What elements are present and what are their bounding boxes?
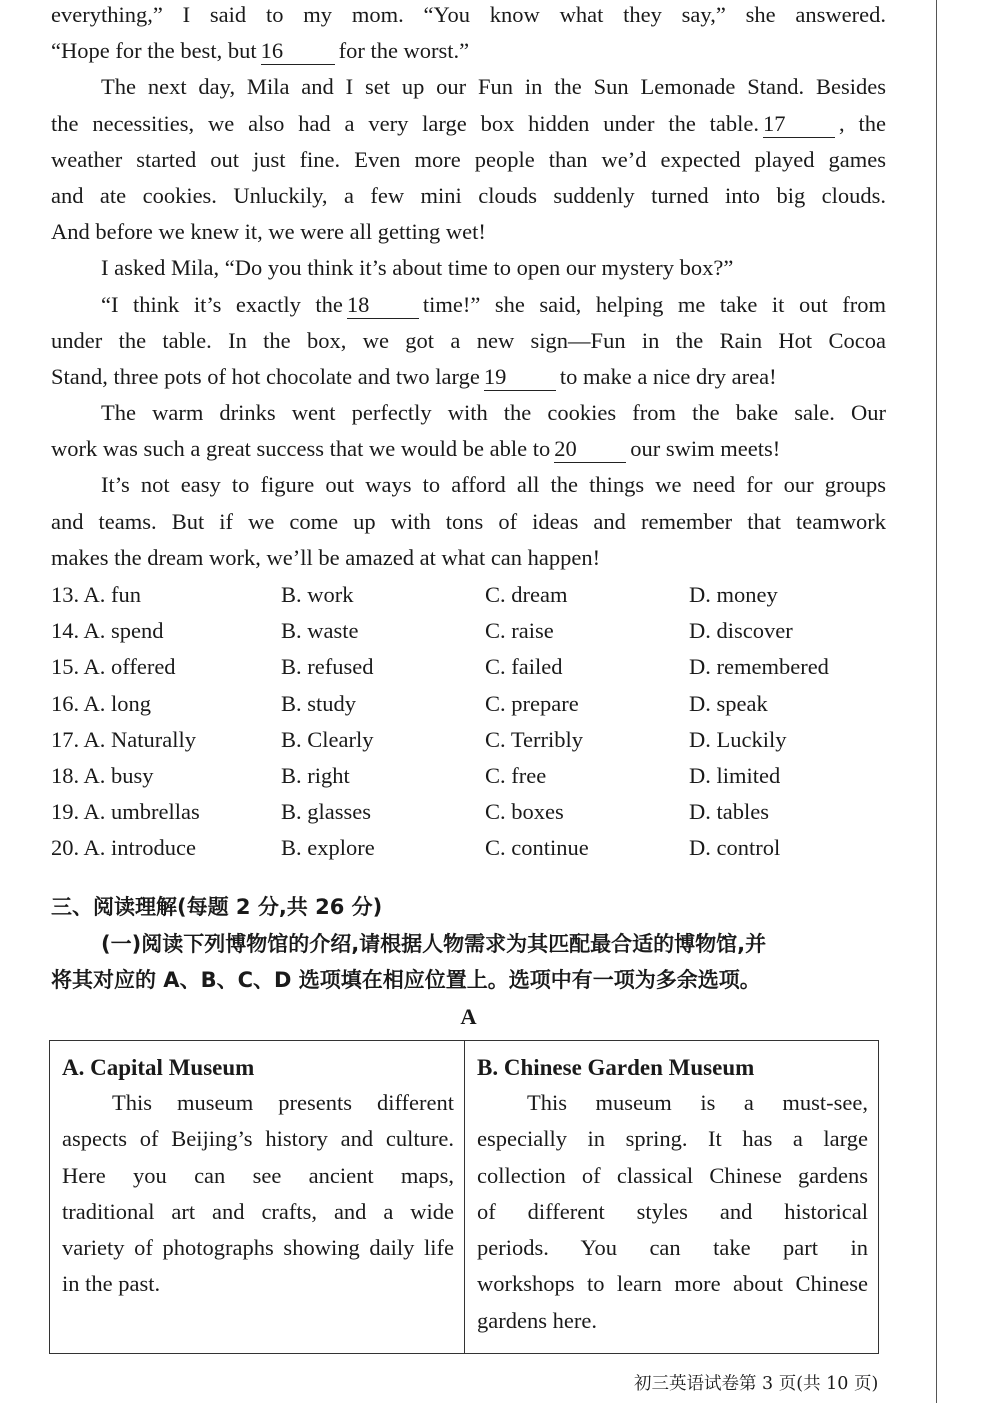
option-choice: D. remembered bbox=[689, 654, 829, 680]
passage-text: The next day, Mila and I set up our Fun in the Sun Lemonade Stand. Besides bbox=[101, 74, 886, 100]
option-choice: D. Luckily bbox=[689, 726, 787, 752]
answer-blank[interactable]: 16 bbox=[261, 38, 335, 65]
passage-text: Stand, three pots of hot chocolate and two large bbox=[51, 363, 480, 389]
option-row bbox=[51, 613, 886, 649]
passage-text: time!” she said, helping me take it out from bbox=[422, 291, 886, 317]
option-row bbox=[51, 649, 886, 685]
option-choice: 20. A. introduce bbox=[51, 835, 196, 861]
passage-line bbox=[51, 142, 886, 178]
option-choice: D. limited bbox=[689, 762, 781, 788]
museum-table bbox=[49, 1040, 879, 1354]
page-footer: 初三英语试卷第 3 页(共 10 页) bbox=[634, 1374, 879, 1394]
museum-description bbox=[62, 1085, 454, 1303]
museum-text-line: gardens here. bbox=[477, 1307, 597, 1333]
section-heading: 三、阅读理解(每题 2 分,共 26 分) bbox=[51, 895, 383, 919]
museum-text-line: This museum is a must-see, bbox=[527, 1090, 868, 1115]
passage-line bbox=[51, 69, 886, 105]
option-choice: 19. A. umbrellas bbox=[51, 799, 200, 825]
answer-blank[interactable]: 20 bbox=[554, 436, 626, 463]
passage-line bbox=[51, 395, 886, 431]
option-choice: D. money bbox=[689, 582, 778, 607]
cloze-passage bbox=[51, 0, 886, 576]
museum-text-line: collection of classical Chinese gardens bbox=[477, 1162, 868, 1188]
option-choice: 13. A. fun bbox=[51, 582, 141, 607]
option-choice: B. Clearly bbox=[281, 726, 374, 752]
passage-text: , the bbox=[839, 110, 886, 136]
option-row bbox=[51, 794, 886, 830]
passage-text: the necessities, we also had a very large box hidden under the table. bbox=[51, 110, 760, 136]
option-choice: B. work bbox=[281, 582, 354, 607]
museum-cell-b bbox=[464, 1041, 878, 1353]
passage-line bbox=[51, 540, 886, 576]
option-choice: C. dream bbox=[485, 582, 568, 607]
passage-text: “Hope for the best, but bbox=[51, 38, 257, 64]
passage-text: It’s not easy to figure out ways to afford all the things we need for our groups bbox=[101, 472, 886, 498]
option-choice: C. free bbox=[485, 762, 547, 788]
passage-line bbox=[51, 0, 886, 33]
option-choice: 17. A. Naturally bbox=[51, 726, 196, 752]
option-row bbox=[51, 830, 886, 866]
option-row bbox=[51, 577, 886, 613]
option-choice: D. discover bbox=[689, 618, 793, 644]
passage-text: “I think it’s exactly the bbox=[101, 291, 343, 317]
instruction-line-1: (一)阅读下列博物馆的介绍,请根据人物需求为其匹配最合适的博物馆,并 bbox=[101, 932, 767, 956]
answer-blank[interactable]: 18 bbox=[347, 292, 419, 319]
passage-text: and teams. But if we come up with tons of ideas and remember that teamwork bbox=[51, 508, 886, 534]
passage-line bbox=[51, 359, 886, 395]
passage-text: work was such a great success that we would be able to bbox=[51, 436, 551, 462]
option-row bbox=[51, 686, 886, 722]
option-choice: B. study bbox=[281, 690, 357, 716]
museum-text-line: especially in spring. It has a large bbox=[477, 1126, 868, 1152]
answer-blank[interactable]: 19 bbox=[484, 364, 556, 391]
passage-text: under the table. In the box, we got a new sign—Fun in the Rain Hot Cocoa bbox=[51, 327, 886, 353]
museum-text-line: Here you can see ancient maps, bbox=[62, 1162, 454, 1188]
option-choice: B. refused bbox=[281, 654, 374, 680]
museum-text-line: traditional art and crafts, and a wide bbox=[62, 1198, 454, 1224]
option-choice: D. tables bbox=[689, 799, 769, 825]
museum-text-line: of different styles and historical bbox=[477, 1198, 868, 1224]
answer-blank[interactable]: 17 bbox=[763, 111, 835, 138]
passage-text: to make a nice dry area! bbox=[559, 363, 777, 389]
museum-title: A. Capital Museum bbox=[62, 1055, 255, 1080]
option-choice: C. prepare bbox=[485, 690, 579, 716]
passage-line bbox=[51, 431, 886, 467]
museum-description bbox=[477, 1085, 868, 1339]
passage-line bbox=[51, 467, 886, 503]
passage-line bbox=[51, 178, 886, 214]
option-choice: C. Terribly bbox=[485, 726, 583, 752]
passage-line bbox=[51, 504, 886, 540]
passage-text: our swim meets! bbox=[630, 436, 781, 462]
option-row bbox=[51, 722, 886, 758]
passage-text: makes the dream work, we’ll be amazed at what can happen! bbox=[51, 544, 601, 570]
passage-line bbox=[51, 33, 886, 69]
option-choice: C. continue bbox=[485, 835, 589, 861]
option-choice: C. boxes bbox=[485, 799, 564, 825]
museum-text-line: aspects of Beijing’s history and culture. bbox=[62, 1126, 454, 1152]
option-row bbox=[51, 758, 886, 794]
passage-letter: A bbox=[460, 1004, 477, 1029]
option-choice: B. waste bbox=[281, 618, 359, 644]
option-choice: B. glasses bbox=[281, 799, 371, 825]
option-choice: D. control bbox=[689, 835, 781, 861]
museum-text-line: in the past. bbox=[62, 1271, 161, 1297]
option-choice: 15. A. offered bbox=[51, 654, 176, 680]
passage-text: The warm drinks went perfectly with the cookies from the bake sale. Our bbox=[101, 400, 886, 426]
option-choice: B. right bbox=[281, 762, 350, 788]
museum-text-line: This museum presents different bbox=[112, 1090, 454, 1115]
museum-cell-a bbox=[50, 1041, 464, 1353]
cloze-options bbox=[51, 577, 886, 867]
page-margin-rule bbox=[936, 0, 937, 1403]
passage-text: everything,” I said to my mom. “You know what they say,” she answered. bbox=[51, 2, 886, 27]
museum-title: B. Chinese Garden Museum bbox=[477, 1055, 755, 1080]
option-choice: 16. A. long bbox=[51, 690, 152, 716]
passage-text: And before we knew it, we were all getting wet! bbox=[51, 219, 486, 245]
museum-text-line: periods. You can take part in bbox=[477, 1235, 868, 1261]
museum-text-line: workshops to learn more about Chinese bbox=[477, 1271, 868, 1297]
option-choice: C. failed bbox=[485, 654, 563, 680]
passage-line bbox=[51, 214, 886, 250]
passage-text: and ate cookies. Unluckily, a few mini clouds suddenly turned into big clouds. bbox=[51, 182, 886, 208]
passage-line bbox=[51, 106, 886, 142]
option-choice: D. speak bbox=[689, 690, 768, 716]
passage-text: for the worst.” bbox=[338, 38, 470, 64]
option-choice: 14. A. spend bbox=[51, 618, 164, 644]
option-choice: B. explore bbox=[281, 835, 375, 861]
instruction-line-2: 将其对应的 A、B、C、D 选项填在相应位置上。选项中有一项为多余选项。 bbox=[51, 968, 761, 992]
passage-line bbox=[51, 287, 886, 323]
passage-text: I asked Mila, “Do you think it’s about time to open our mystery box?” bbox=[101, 255, 734, 281]
museum-text-line: variety of photographs showing daily life bbox=[62, 1235, 454, 1261]
passage-line bbox=[51, 250, 886, 286]
passage-text: weather started out just fine. Even more people than we’d expected played games bbox=[51, 146, 886, 172]
option-choice: 18. A. busy bbox=[51, 762, 154, 788]
option-choice: C. raise bbox=[485, 618, 554, 644]
passage-line bbox=[51, 323, 886, 359]
